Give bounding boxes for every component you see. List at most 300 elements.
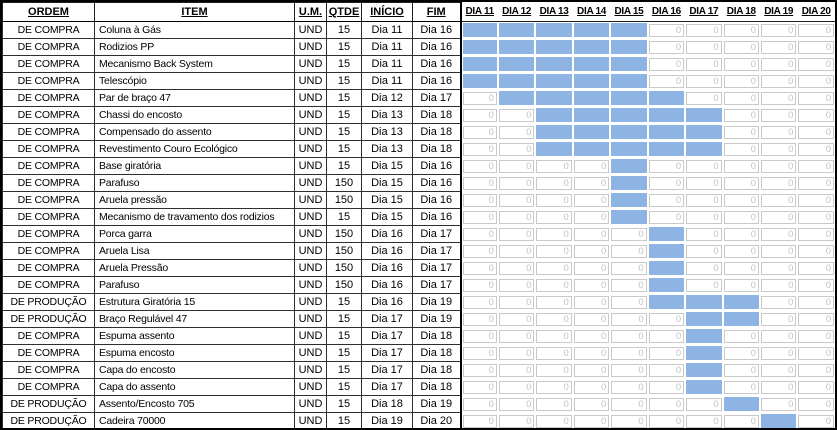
- gantt-day-cell[interactable]: [760, 379, 797, 396]
- cell-inicio[interactable]: Dia 17: [362, 311, 413, 328]
- cell-qtde[interactable]: 150: [327, 260, 362, 277]
- gantt-day-cell[interactable]: [535, 175, 572, 192]
- gantt-day-cell[interactable]: [573, 158, 610, 175]
- cell-item[interactable]: Aruela Lisa: [95, 243, 295, 260]
- gantt-day-cell[interactable]: [573, 56, 610, 73]
- cell-inicio[interactable]: Dia 17: [362, 328, 413, 345]
- gantt-day-cell[interactable]: [685, 175, 722, 192]
- cell-ordem[interactable]: DE COMPRA: [3, 22, 95, 39]
- gantt-day-cell[interactable]: [648, 294, 685, 311]
- cell-ordem[interactable]: DE COMPRA: [3, 39, 95, 56]
- gantt-day-cell[interactable]: [461, 192, 498, 209]
- gantt-day-cell[interactable]: [461, 362, 498, 379]
- gantt-day-cell[interactable]: [610, 379, 647, 396]
- gantt-day-cell[interactable]: [797, 277, 835, 294]
- gantt-day-cell[interactable]: [760, 56, 797, 73]
- gantt-day-cell[interactable]: [610, 328, 647, 345]
- gantt-day-cell[interactable]: [685, 243, 722, 260]
- cell-item[interactable]: Espuma assento: [95, 328, 295, 345]
- gantt-day-cell[interactable]: [685, 311, 722, 328]
- gantt-day-cell[interactable]: [535, 192, 572, 209]
- cell-ordem[interactable]: DE COMPRA: [3, 243, 95, 260]
- gantt-day-cell[interactable]: [723, 175, 760, 192]
- gantt-day-cell[interactable]: [797, 192, 835, 209]
- gantt-day-cell[interactable]: [535, 107, 572, 124]
- gantt-day-cell[interactable]: [498, 413, 535, 430]
- gantt-day-cell[interactable]: [723, 243, 760, 260]
- gantt-day-cell[interactable]: [610, 345, 647, 362]
- cell-item[interactable]: Rodizios PP: [95, 39, 295, 56]
- gantt-day-cell[interactable]: [610, 413, 647, 430]
- gantt-day-cell[interactable]: [498, 124, 535, 141]
- cell-inicio[interactable]: Dia 15: [362, 175, 413, 192]
- gantt-day-cell[interactable]: [610, 56, 647, 73]
- cell-fim[interactable]: Dia 16: [413, 192, 461, 209]
- gantt-day-cell[interactable]: [760, 243, 797, 260]
- cell-qtde[interactable]: 15: [327, 90, 362, 107]
- cell-ordem[interactable]: DE COMPRA: [3, 124, 95, 141]
- cell-um[interactable]: UND: [295, 141, 327, 158]
- gantt-day-cell[interactable]: [685, 124, 722, 141]
- day-column-header-dia-19[interactable]: DIA 19: [760, 3, 797, 22]
- gantt-day-cell[interactable]: [723, 158, 760, 175]
- gantt-day-cell[interactable]: [535, 362, 572, 379]
- gantt-day-cell[interactable]: [461, 107, 498, 124]
- cell-qtde[interactable]: 15: [327, 209, 362, 226]
- gantt-day-cell[interactable]: [723, 345, 760, 362]
- cell-item[interactable]: Aruela Pressão: [95, 260, 295, 277]
- gantt-day-cell[interactable]: [648, 107, 685, 124]
- cell-fim[interactable]: Dia 18: [413, 379, 461, 396]
- cell-qtde[interactable]: 150: [327, 277, 362, 294]
- cell-um[interactable]: UND: [295, 39, 327, 56]
- gantt-day-cell[interactable]: [797, 158, 835, 175]
- cell-qtde[interactable]: 15: [327, 311, 362, 328]
- gantt-day-cell[interactable]: [723, 311, 760, 328]
- gantt-day-cell[interactable]: [535, 73, 572, 90]
- gantt-day-cell[interactable]: [573, 39, 610, 56]
- gantt-day-cell[interactable]: [797, 175, 835, 192]
- cell-inicio[interactable]: Dia 11: [362, 39, 413, 56]
- gantt-day-cell[interactable]: [685, 277, 722, 294]
- cell-item[interactable]: Aruela pressão: [95, 192, 295, 209]
- gantt-day-cell[interactable]: [498, 141, 535, 158]
- gantt-day-cell[interactable]: [461, 124, 498, 141]
- column-header-inicio[interactable]: INÍCIO: [362, 3, 413, 22]
- cell-qtde[interactable]: 15: [327, 22, 362, 39]
- gantt-day-cell[interactable]: [760, 345, 797, 362]
- gantt-day-cell[interactable]: [648, 90, 685, 107]
- day-column-header-dia-15[interactable]: DIA 15: [610, 3, 647, 22]
- gantt-day-cell[interactable]: [760, 294, 797, 311]
- gantt-day-cell[interactable]: [573, 73, 610, 90]
- cell-qtde[interactable]: 150: [327, 175, 362, 192]
- gantt-day-cell[interactable]: [573, 226, 610, 243]
- cell-inicio[interactable]: Dia 16: [362, 243, 413, 260]
- gantt-day-cell[interactable]: [535, 396, 572, 413]
- gantt-day-cell[interactable]: [648, 56, 685, 73]
- gantt-day-cell[interactable]: [648, 226, 685, 243]
- gantt-day-cell[interactable]: [498, 260, 535, 277]
- cell-item[interactable]: Cadeira 70000: [95, 413, 295, 430]
- cell-inicio[interactable]: Dia 17: [362, 379, 413, 396]
- cell-inicio[interactable]: Dia 19: [362, 413, 413, 430]
- gantt-day-cell[interactable]: [760, 73, 797, 90]
- gantt-day-cell[interactable]: [461, 22, 498, 39]
- cell-qtde[interactable]: 15: [327, 141, 362, 158]
- gantt-day-cell[interactable]: [573, 260, 610, 277]
- gantt-day-cell[interactable]: [573, 107, 610, 124]
- gantt-day-cell[interactable]: [685, 141, 722, 158]
- gantt-day-cell[interactable]: [760, 362, 797, 379]
- gantt-day-cell[interactable]: [648, 73, 685, 90]
- cell-ordem[interactable]: DE COMPRA: [3, 90, 95, 107]
- cell-item[interactable]: Espuma encosto: [95, 345, 295, 362]
- gantt-day-cell[interactable]: [573, 90, 610, 107]
- gantt-day-cell[interactable]: [723, 277, 760, 294]
- gantt-day-cell[interactable]: [535, 379, 572, 396]
- gantt-day-cell[interactable]: [648, 175, 685, 192]
- gantt-day-cell[interactable]: [461, 243, 498, 260]
- gantt-day-cell[interactable]: [610, 22, 647, 39]
- cell-item[interactable]: Estrutura Giratória 15: [95, 294, 295, 311]
- gantt-day-cell[interactable]: [498, 396, 535, 413]
- cell-um[interactable]: UND: [295, 328, 327, 345]
- gantt-day-cell[interactable]: [648, 22, 685, 39]
- cell-qtde[interactable]: 15: [327, 73, 362, 90]
- gantt-day-cell[interactable]: [573, 209, 610, 226]
- gantt-day-cell[interactable]: [723, 413, 760, 430]
- gantt-day-cell[interactable]: [535, 22, 572, 39]
- gantt-day-cell[interactable]: [535, 226, 572, 243]
- gantt-day-cell[interactable]: [610, 141, 647, 158]
- gantt-day-cell[interactable]: [535, 209, 572, 226]
- column-header-ordem[interactable]: ORDEM: [3, 3, 95, 22]
- gantt-day-cell[interactable]: [573, 311, 610, 328]
- cell-item[interactable]: Compensado do assento: [95, 124, 295, 141]
- gantt-day-cell[interactable]: [461, 39, 498, 56]
- gantt-day-cell[interactable]: [573, 396, 610, 413]
- gantt-day-cell[interactable]: [610, 107, 647, 124]
- gantt-day-cell[interactable]: [797, 141, 835, 158]
- gantt-day-cell[interactable]: [498, 107, 535, 124]
- gantt-day-cell[interactable]: [535, 141, 572, 158]
- gantt-day-cell[interactable]: [461, 294, 498, 311]
- gantt-day-cell[interactable]: [535, 90, 572, 107]
- gantt-day-cell[interactable]: [498, 39, 535, 56]
- cell-um[interactable]: UND: [295, 243, 327, 260]
- cell-qtde[interactable]: 150: [327, 243, 362, 260]
- gantt-day-cell[interactable]: [610, 124, 647, 141]
- gantt-day-cell[interactable]: [573, 413, 610, 430]
- cell-item[interactable]: Braço Regulável 47: [95, 311, 295, 328]
- gantt-day-cell[interactable]: [723, 141, 760, 158]
- cell-qtde[interactable]: 15: [327, 158, 362, 175]
- gantt-day-cell[interactable]: [760, 107, 797, 124]
- cell-fim[interactable]: Dia 17: [413, 90, 461, 107]
- gantt-day-cell[interactable]: [648, 328, 685, 345]
- gantt-day-cell[interactable]: [760, 260, 797, 277]
- gantt-day-cell[interactable]: [573, 345, 610, 362]
- cell-inicio[interactable]: Dia 16: [362, 294, 413, 311]
- cell-fim[interactable]: Dia 16: [413, 175, 461, 192]
- gantt-day-cell[interactable]: [723, 226, 760, 243]
- gantt-day-cell[interactable]: [573, 362, 610, 379]
- cell-item[interactable]: Assento/Encosto 705: [95, 396, 295, 413]
- gantt-day-cell[interactable]: [760, 328, 797, 345]
- gantt-day-cell[interactable]: [461, 175, 498, 192]
- gantt-day-cell[interactable]: [461, 73, 498, 90]
- cell-fim[interactable]: Dia 17: [413, 260, 461, 277]
- gantt-day-cell[interactable]: [797, 413, 835, 430]
- cell-inicio[interactable]: Dia 16: [362, 226, 413, 243]
- gantt-day-cell[interactable]: [535, 294, 572, 311]
- cell-item[interactable]: Porca garra: [95, 226, 295, 243]
- cell-inicio[interactable]: Dia 13: [362, 124, 413, 141]
- gantt-day-cell[interactable]: [610, 243, 647, 260]
- gantt-day-cell[interactable]: [685, 260, 722, 277]
- gantt-day-cell[interactable]: [535, 345, 572, 362]
- cell-qtde[interactable]: 150: [327, 192, 362, 209]
- day-column-header-dia-13[interactable]: DIA 13: [535, 3, 572, 22]
- gantt-day-cell[interactable]: [461, 413, 498, 430]
- gantt-day-cell[interactable]: [498, 158, 535, 175]
- cell-inicio[interactable]: Dia 15: [362, 158, 413, 175]
- gantt-day-cell[interactable]: [797, 124, 835, 141]
- cell-qtde[interactable]: 15: [327, 124, 362, 141]
- day-column-header-dia-20[interactable]: DIA 20: [797, 3, 835, 22]
- cell-item[interactable]: Parafuso: [95, 175, 295, 192]
- cell-item[interactable]: Chassi do encosto: [95, 107, 295, 124]
- gantt-day-cell[interactable]: [797, 209, 835, 226]
- cell-fim[interactable]: Dia 18: [413, 328, 461, 345]
- gantt-day-cell[interactable]: [760, 396, 797, 413]
- gantt-day-cell[interactable]: [648, 39, 685, 56]
- gantt-day-cell[interactable]: [461, 277, 498, 294]
- gantt-day-cell[interactable]: [723, 192, 760, 209]
- gantt-day-cell[interactable]: [498, 192, 535, 209]
- gantt-day-cell[interactable]: [573, 141, 610, 158]
- cell-qtde[interactable]: 15: [327, 345, 362, 362]
- gantt-day-cell[interactable]: [573, 277, 610, 294]
- gantt-day-cell[interactable]: [610, 260, 647, 277]
- cell-qtde[interactable]: 15: [327, 396, 362, 413]
- gantt-day-cell[interactable]: [498, 90, 535, 107]
- cell-um[interactable]: UND: [295, 192, 327, 209]
- gantt-day-cell[interactable]: [535, 328, 572, 345]
- gantt-day-cell[interactable]: [610, 209, 647, 226]
- gantt-day-cell[interactable]: [760, 413, 797, 430]
- gantt-day-cell[interactable]: [723, 107, 760, 124]
- gantt-day-cell[interactable]: [797, 107, 835, 124]
- cell-item[interactable]: Par de braço 47: [95, 90, 295, 107]
- gantt-day-cell[interactable]: [723, 294, 760, 311]
- gantt-day-cell[interactable]: [573, 379, 610, 396]
- cell-fim[interactable]: Dia 18: [413, 141, 461, 158]
- gantt-day-cell[interactable]: [723, 209, 760, 226]
- gantt-day-cell[interactable]: [648, 243, 685, 260]
- gantt-day-cell[interactable]: [797, 396, 835, 413]
- cell-um[interactable]: UND: [295, 294, 327, 311]
- cell-ordem[interactable]: DE COMPRA: [3, 56, 95, 73]
- cell-fim[interactable]: Dia 16: [413, 39, 461, 56]
- cell-qtde[interactable]: 15: [327, 362, 362, 379]
- gantt-day-cell[interactable]: [797, 90, 835, 107]
- cell-ordem[interactable]: DE COMPRA: [3, 345, 95, 362]
- cell-ordem[interactable]: DE COMPRA: [3, 226, 95, 243]
- cell-ordem[interactable]: DE PRODUÇÃO: [3, 311, 95, 328]
- cell-fim[interactable]: Dia 17: [413, 243, 461, 260]
- cell-um[interactable]: UND: [295, 56, 327, 73]
- gantt-day-cell[interactable]: [685, 226, 722, 243]
- cell-um[interactable]: UND: [295, 277, 327, 294]
- cell-um[interactable]: UND: [295, 413, 327, 430]
- cell-item[interactable]: Mecanismo Back System: [95, 56, 295, 73]
- cell-item[interactable]: Capa do assento: [95, 379, 295, 396]
- gantt-day-cell[interactable]: [610, 175, 647, 192]
- day-column-header-dia-16[interactable]: DIA 16: [648, 3, 685, 22]
- gantt-day-cell[interactable]: [648, 396, 685, 413]
- cell-ordem[interactable]: DE COMPRA: [3, 141, 95, 158]
- cell-ordem[interactable]: DE COMPRA: [3, 362, 95, 379]
- gantt-day-cell[interactable]: [573, 192, 610, 209]
- gantt-day-cell[interactable]: [461, 158, 498, 175]
- gantt-day-cell[interactable]: [723, 379, 760, 396]
- cell-ordem[interactable]: DE COMPRA: [3, 328, 95, 345]
- gantt-day-cell[interactable]: [760, 209, 797, 226]
- gantt-day-cell[interactable]: [685, 413, 722, 430]
- cell-um[interactable]: UND: [295, 345, 327, 362]
- gantt-day-cell[interactable]: [535, 39, 572, 56]
- gantt-day-cell[interactable]: [498, 294, 535, 311]
- gantt-day-cell[interactable]: [573, 328, 610, 345]
- cell-um[interactable]: UND: [295, 124, 327, 141]
- gantt-day-cell[interactable]: [573, 294, 610, 311]
- cell-fim[interactable]: Dia 16: [413, 158, 461, 175]
- cell-qtde[interactable]: 15: [327, 56, 362, 73]
- gantt-day-cell[interactable]: [535, 260, 572, 277]
- gantt-day-cell[interactable]: [685, 56, 722, 73]
- cell-item[interactable]: Mecanismo de travamento dos rodizios: [95, 209, 295, 226]
- column-header-um[interactable]: U.M.: [295, 3, 327, 22]
- gantt-day-cell[interactable]: [797, 294, 835, 311]
- cell-fim[interactable]: Dia 16: [413, 209, 461, 226]
- cell-inicio[interactable]: Dia 13: [362, 107, 413, 124]
- gantt-day-cell[interactable]: [797, 379, 835, 396]
- gantt-day-cell[interactable]: [723, 22, 760, 39]
- gantt-day-cell[interactable]: [685, 396, 722, 413]
- gantt-day-cell[interactable]: [760, 39, 797, 56]
- gantt-day-cell[interactable]: [648, 362, 685, 379]
- cell-um[interactable]: UND: [295, 175, 327, 192]
- gantt-day-cell[interactable]: [610, 39, 647, 56]
- gantt-day-cell[interactable]: [610, 73, 647, 90]
- gantt-day-cell[interactable]: [760, 226, 797, 243]
- cell-um[interactable]: UND: [295, 90, 327, 107]
- cell-fim[interactable]: Dia 16: [413, 73, 461, 90]
- gantt-day-cell[interactable]: [498, 379, 535, 396]
- cell-qtde[interactable]: 15: [327, 39, 362, 56]
- gantt-day-cell[interactable]: [648, 124, 685, 141]
- gantt-day-cell[interactable]: [685, 107, 722, 124]
- gantt-day-cell[interactable]: [535, 56, 572, 73]
- gantt-day-cell[interactable]: [760, 124, 797, 141]
- cell-item[interactable]: Base giratória: [95, 158, 295, 175]
- cell-ordem[interactable]: DE COMPRA: [3, 73, 95, 90]
- cell-um[interactable]: UND: [295, 396, 327, 413]
- gantt-day-cell[interactable]: [461, 345, 498, 362]
- gantt-day-cell[interactable]: [685, 294, 722, 311]
- gantt-day-cell[interactable]: [760, 311, 797, 328]
- gantt-day-cell[interactable]: [461, 260, 498, 277]
- gantt-day-cell[interactable]: [648, 192, 685, 209]
- cell-qtde[interactable]: 150: [327, 226, 362, 243]
- gantt-day-cell[interactable]: [648, 345, 685, 362]
- cell-item[interactable]: Parafuso: [95, 277, 295, 294]
- gantt-day-cell[interactable]: [760, 277, 797, 294]
- gantt-day-cell[interactable]: [461, 141, 498, 158]
- gantt-day-cell[interactable]: [648, 311, 685, 328]
- cell-inicio[interactable]: Dia 11: [362, 73, 413, 90]
- cell-item[interactable]: Revestimento Couro Ecológico: [95, 141, 295, 158]
- gantt-day-cell[interactable]: [461, 209, 498, 226]
- gantt-day-cell[interactable]: [461, 226, 498, 243]
- gantt-day-cell[interactable]: [797, 39, 835, 56]
- cell-ordem[interactable]: DE PRODUÇÃO: [3, 294, 95, 311]
- cell-fim[interactable]: Dia 17: [413, 226, 461, 243]
- gantt-day-cell[interactable]: [723, 396, 760, 413]
- gantt-day-cell[interactable]: [797, 345, 835, 362]
- cell-ordem[interactable]: DE COMPRA: [3, 192, 95, 209]
- gantt-day-cell[interactable]: [685, 345, 722, 362]
- cell-fim[interactable]: Dia 18: [413, 107, 461, 124]
- gantt-day-cell[interactable]: [573, 124, 610, 141]
- gantt-day-cell[interactable]: [498, 311, 535, 328]
- gantt-day-cell[interactable]: [535, 413, 572, 430]
- gantt-day-cell[interactable]: [461, 311, 498, 328]
- gantt-day-cell[interactable]: [648, 277, 685, 294]
- gantt-day-cell[interactable]: [685, 90, 722, 107]
- gantt-day-cell[interactable]: [797, 73, 835, 90]
- gantt-day-cell[interactable]: [498, 175, 535, 192]
- gantt-day-cell[interactable]: [760, 192, 797, 209]
- cell-inicio[interactable]: Dia 11: [362, 22, 413, 39]
- cell-fim[interactable]: Dia 20: [413, 413, 461, 430]
- gantt-day-cell[interactable]: [685, 379, 722, 396]
- cell-um[interactable]: UND: [295, 22, 327, 39]
- day-column-header-dia-12[interactable]: DIA 12: [498, 3, 535, 22]
- day-column-header-dia-17[interactable]: DIA 17: [685, 3, 722, 22]
- gantt-day-cell[interactable]: [797, 56, 835, 73]
- gantt-day-cell[interactable]: [573, 175, 610, 192]
- gantt-day-cell[interactable]: [498, 345, 535, 362]
- cell-qtde[interactable]: 15: [327, 294, 362, 311]
- cell-inicio[interactable]: Dia 16: [362, 260, 413, 277]
- cell-ordem[interactable]: DE PRODUÇÃO: [3, 413, 95, 430]
- cell-inicio[interactable]: Dia 17: [362, 345, 413, 362]
- cell-um[interactable]: UND: [295, 226, 327, 243]
- cell-inicio[interactable]: Dia 16: [362, 277, 413, 294]
- gantt-day-cell[interactable]: [723, 90, 760, 107]
- gantt-day-cell[interactable]: [648, 379, 685, 396]
- cell-fim[interactable]: Dia 18: [413, 345, 461, 362]
- cell-um[interactable]: UND: [295, 209, 327, 226]
- gantt-day-cell[interactable]: [610, 192, 647, 209]
- gantt-day-cell[interactable]: [498, 226, 535, 243]
- cell-ordem[interactable]: DE PRODUÇÃO: [3, 396, 95, 413]
- gantt-day-cell[interactable]: [685, 158, 722, 175]
- cell-fim[interactable]: Dia 16: [413, 22, 461, 39]
